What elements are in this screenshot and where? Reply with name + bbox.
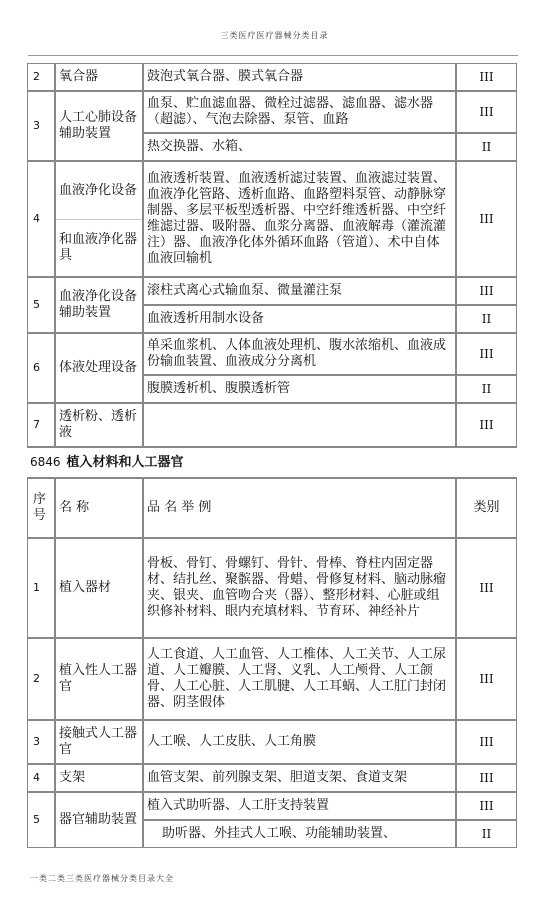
row-number: 6 xyxy=(27,333,55,403)
row-category: III xyxy=(456,277,517,305)
row-category: III xyxy=(456,161,517,277)
row-items: 单采血浆机、人体血液处理机、腹水浓缩机、血液成份输血装置、血液成分分离机 xyxy=(143,333,456,375)
row-items xyxy=(143,403,456,447)
row-sub-items: 腹膜透析机、腹膜透析管 xyxy=(143,375,456,403)
row-items: 人工喉、人工皮肤、人工角膜 xyxy=(143,720,456,764)
section-title: 植入材料和人工器官 xyxy=(66,455,184,470)
row-sub-category: II xyxy=(456,305,517,333)
row-name: 植入性人工器官 xyxy=(55,638,143,720)
table-row xyxy=(27,792,517,820)
row-name: 植入器材 xyxy=(55,538,143,638)
row-category: III xyxy=(456,720,517,764)
row-category: III xyxy=(456,792,517,820)
table-row xyxy=(27,720,517,764)
section-code: 6846 xyxy=(30,455,61,469)
row-number: 3 xyxy=(27,720,55,764)
page-footer: 一类二类三类医疗器械分类目录大全 xyxy=(30,874,174,883)
row-items: 滚柱式离心式输血泵、微量灌注泵 xyxy=(143,277,456,305)
row-sub-category: II xyxy=(456,133,517,161)
header-rule xyxy=(28,55,518,56)
catalog-table xyxy=(27,63,517,848)
table-row xyxy=(27,161,517,277)
row-items: 植入式助听器、人工肝支持装置 xyxy=(143,792,456,820)
row-items: 血管支架、前列腺支架、胆道支架、食道支架 xyxy=(143,764,456,792)
row-name: 器官辅助装置 xyxy=(55,792,143,848)
row-category: III xyxy=(456,91,517,133)
row-category: III xyxy=(456,333,517,375)
row-name: 血液净化设备 xyxy=(56,163,142,220)
table-header-row xyxy=(27,478,517,538)
catalog-table-wrapper xyxy=(27,63,517,848)
header-category: 类别 xyxy=(456,478,517,538)
row-items: 人工食道、人工血管、人工椎体、人工关节、人工尿道、人工瓣膜、人工肾、义乳、人工颅骨、人工颌骨、人工心脏、人工肌腱、人工耳蜗、人工肛门封闭器、阴茎假体 xyxy=(143,638,456,720)
row-name: 氧合器 xyxy=(55,63,143,91)
row-category: III xyxy=(456,403,517,447)
row-category: III xyxy=(456,63,517,91)
table-row xyxy=(27,277,517,305)
row-items: 骨板、骨钉、骨螺钉、骨针、骨棒、脊柱内固定器材、结扎丝、聚髌器、骨蜡、骨修复材料、脑动脉瘤夹、银夹、血管吻合夹（器）、整形材料、心脏或组织修补材料、眼内充填材料、节育环、神经补片 xyxy=(143,538,456,638)
row-number: 1 xyxy=(27,538,55,638)
row-sub-category: II xyxy=(456,375,517,403)
table-row xyxy=(27,764,517,792)
table-row xyxy=(27,333,517,375)
header-number: 序号 xyxy=(27,478,55,538)
row-sub-items: 助听器、外挂式人工喉、功能辅助装置、 xyxy=(143,820,456,848)
table-row xyxy=(27,403,517,447)
section-header xyxy=(27,447,517,478)
row-category: III xyxy=(456,538,517,638)
row-number: 2 xyxy=(27,638,55,720)
header-items: 品 名 举 例 xyxy=(143,478,456,538)
row-name-continued: 和血液净化器具 xyxy=(59,231,138,263)
row-sub-items: 热交换器、水箱、 xyxy=(143,133,456,161)
row-items: 鼓泡式氧合器、膜式氧合器 xyxy=(143,63,456,91)
row-name: 体液处理设备 xyxy=(55,333,143,403)
row-items: 血泵、贮血滤血器、微栓过滤器、滤血器、滤水器（超滤）、气泡去除器、泵管、血路 xyxy=(143,91,456,133)
row-name: 支架 xyxy=(55,764,143,792)
row-sub-category: II xyxy=(456,820,517,848)
row-number: 5 xyxy=(27,792,55,848)
row-items: 血液透析装置、血液透析滤过装置、血液滤过装置、血液净化管路、透析血路、血路塑料泵管、动静脉穿制器、多层平板型透析器、中空纤维透析器、中空纤维滤过器、吸附器、血浆分离器、血液解毒（灌流灌注）器、血液净化体外循环血路（管道）、术中自体血液回输机 xyxy=(143,161,456,277)
row-number: 2 xyxy=(27,63,55,91)
row-category: III xyxy=(456,638,517,720)
row-number: 5 xyxy=(27,277,55,333)
row-number: 4 xyxy=(27,764,55,792)
row-number: 3 xyxy=(27,91,55,161)
row-name: 透析粉、透析液 xyxy=(55,403,143,447)
page-header: 三类医疗医疗器械分类目录 xyxy=(220,31,329,40)
row-number: 7 xyxy=(27,403,55,447)
row-sub-items: 血液透析用制水设备 xyxy=(143,305,456,333)
table-row xyxy=(27,63,517,91)
row-name: 人工心肺设备辅助装置 xyxy=(55,91,143,161)
row-category: III xyxy=(456,764,517,792)
table-row xyxy=(27,538,517,638)
row-number: 4 xyxy=(27,161,55,277)
row-name: 接触式人工器官 xyxy=(55,720,143,764)
table-row xyxy=(27,91,517,133)
header-name: 名 称 xyxy=(55,478,143,538)
table-row xyxy=(27,638,517,720)
row-name: 血液净化设备辅助装置 xyxy=(55,277,143,333)
